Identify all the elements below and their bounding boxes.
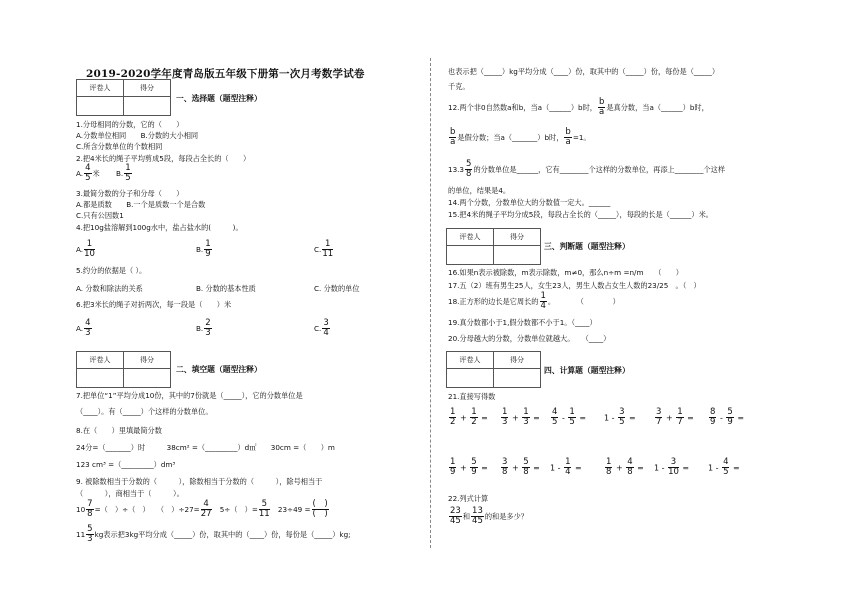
option: A.分数单位相同 B.分数的大小相同 [76,131,199,140]
question: 也表示把（_____）kg平均分成（____）份，取其中的（_____）份，每份是（_____） [448,67,720,76]
calc-item: 1 - $\frac{1}{4}$ = [550,457,582,478]
question: 14.两个分数，分数单位大的分数值一定大。______ [448,198,611,207]
score-box: 评卷人 得分 [446,228,541,265]
calc-item: $\frac{1}{2}$ + $\frac{1}{2}$ = [450,407,488,428]
calc-item: $\frac{8}{9}$ - $\frac{5}{9}$ = [710,407,745,428]
calc-item: $\frac{1}{9}$ + $\frac{5}{9}$ = [450,457,488,478]
question: 6.把3米长的绳子对折两次，每一段是（ ）米 [76,300,232,309]
question: 15.把4米的绳子平均分成5段，每段占全长的（_____），每段的长是（______）米。 [448,210,713,219]
question: 20.分母越大的分数，分数单位就越大。 （____） [448,334,611,343]
question: $\frac{b}{a}$ 是假分数；当a（_______）b时， $\frac{b}{a}$ =1。 [450,127,591,148]
question: 4.把10g盐溶解到100g水中，盐占盐水的( )。 [76,223,243,232]
question: 13.3 $\frac{5}{8}$ 的分数单位是______，它有________个这样的分数单位，再添上________个这样 [448,159,726,180]
calc-item: 1 - $\frac{3}{5}$ = [604,407,636,428]
score-box: 评卷人 得分 [76,79,171,116]
option: B. $\frac{1}{9}$ [196,239,211,260]
calc-item: $\frac{3}{7}$ + $\frac{1}{7}$ = [656,407,694,428]
question: 24分=（_______）时 38cm² =（_________）d㎡ 30cm =（ ）m [76,443,335,452]
question: （ ），商相当于（ ）。 [76,489,184,498]
option-row: A. $\frac{4}{5}$ 米 B. $\frac{1}{5}$ [76,163,131,184]
question: 123 cm³ =（_________）dm³ [76,460,176,469]
question: （____）。有（_____）个这样的分数单位。 [76,407,213,416]
option: C. $\frac{3}{4}$ [314,318,329,339]
option: B. $\frac{2}{3}$ [196,318,211,339]
question: 5.约分的依据是（ ）。 [76,266,147,275]
score-box: 评卷人 得分 [446,351,541,388]
question: 19.真分数都小于1,假分数都不小于1。（____） [448,318,597,327]
question: 8.在（ ）里填最简分数 [76,426,162,435]
question: 10 $\frac{7}{8}$ =（ ）÷（ ） （ ）÷27= $\frac{4}{27}$ 5÷（ ）= $\frac{5}{11}$ 23÷49 = $\frac{( )}{( )}$ [76,499,328,520]
question: 22.列式计算 [448,494,489,503]
option: C.所含分数单位的个数相同 [76,142,163,151]
question: 21.直接写得数 [448,392,496,401]
column-divider [430,58,431,548]
option: A. $\frac{4}{3}$ [76,318,91,339]
question: 11 $\frac{5}{3}$ kg表示把3kg平均分成（_____）份，取其中的（____）份，每份是（_____）kg; [76,524,351,545]
question: 2.把4米长的绳子平均剪成5段，每段占全长的（ ） [76,154,251,163]
question: 18.正方形的边长是它周长的 $\frac{1}{4}$ 。 （ ） [448,291,620,312]
calc-item: $\frac{4}{5}$ - $\frac{1}{5}$ = [552,407,587,428]
option: C. 分数的单位 [314,284,360,293]
question: 12.两个非0自然数a和b，当a（______）b时， $\frac{b}{a}$ 是真分数，当a（______）b时， [448,97,709,118]
calc-item: 1 - $\frac{3}{10}$ = [654,457,690,478]
option: C. $\frac{1}{11}$ [314,239,334,260]
calc-item: $\frac{1}{3}$ + $\frac{1}{3}$ = [502,407,540,428]
question: 3.最简分数的分子和分母（ ） [76,189,184,198]
page-title: 2019-2020学年度青岛版五年级下册第一次月考数学试卷 [86,68,365,80]
option: B. 分数的基本性质 [196,284,256,293]
calc-item: $\frac{3}{8}$ + $\frac{5}{8}$ = [502,457,540,478]
section-heading: 三、判断题（题型注释） [544,242,630,251]
question: 17.五（2）班有男生25人，女生23人，男生人数占女生人数的23/25 。（ ） [448,281,701,290]
option: C.只有公因数1 [76,211,124,220]
question: 9. 被除数相当于分数的（ ），除数相当于分数的（ ），除号相当于 [76,477,323,486]
question: $\frac{23}{45}$ 和 $\frac{13}{45}$ 的和是多少？ [450,506,528,527]
calc-item: 1 - $\frac{4}{5}$ = [708,457,740,478]
option: A. $\frac{1}{10}$ [76,239,95,260]
question: 7.把单位“1”平均分成10份，其中的7份就是（_____），它的分数单位是 [76,391,303,400]
question: 的单位，结果是4。 [448,186,511,195]
section-heading: 二、填空题（题型注释） [176,365,262,374]
section-heading: 一、选择题（题型注释） [176,94,262,103]
question: 1.分母相同的分数，它的（ ） [76,120,184,129]
question: 千克。 [448,82,470,91]
score-box: 评卷人 得分 [76,351,171,388]
option: A.都是质数 B.一个是质数一个是合数 [76,200,206,209]
question: 16.如果n表示被除数，m表示除数，m≠0，那么n÷m =n/m （ ） [448,268,683,277]
calc-item: $\frac{1}{8}$ + $\frac{4}{8}$ = [606,457,644,478]
option: A. 分数和除法的关系 [76,284,143,293]
section-heading: 四、计算题（题型注释） [544,366,630,375]
